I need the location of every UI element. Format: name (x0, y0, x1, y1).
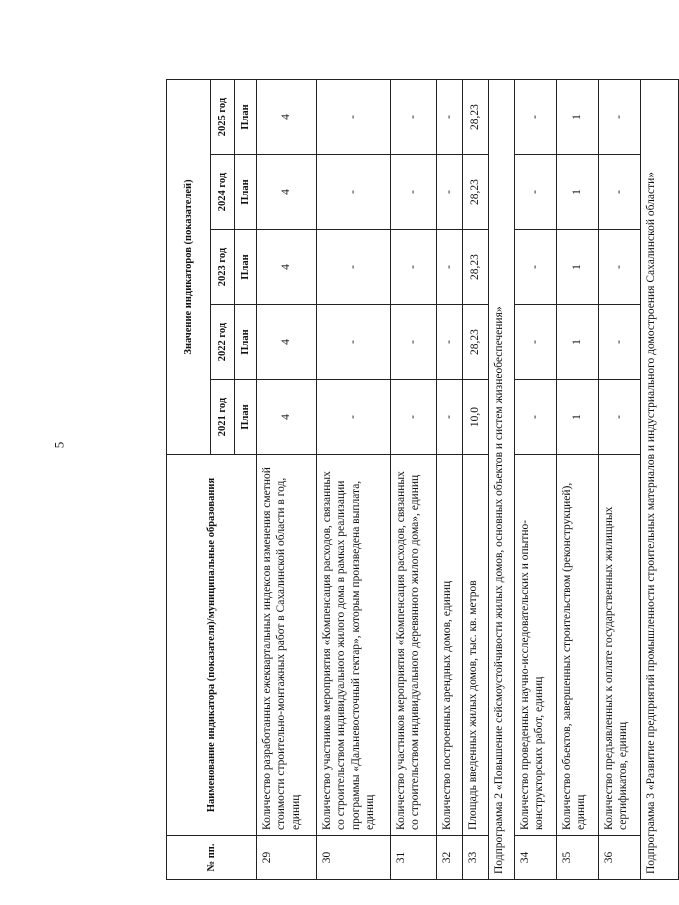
header-plan: План (235, 230, 257, 305)
row-value: - (515, 230, 557, 305)
row-value: 4 (257, 230, 317, 305)
table-row (437, 80, 463, 880)
row-number: 36 (599, 836, 641, 880)
row-value: 1 (557, 155, 599, 230)
row-name: Количество участников мероприятия «Компенсация расходов, связанных со строительством индивидуального жилого дома в рамках реализации программы «Дальневосточный гектар», которым произведена выплата, единиц (317, 455, 391, 836)
header-year: 2025 год (211, 80, 235, 155)
row-name: Количество разработанных ежеквартальных индексов изменения сметной стоимости строительно-монтажных работ в Сахалинской области в год, единиц (257, 455, 317, 836)
row-value: - (599, 80, 641, 155)
row-value: - (437, 230, 463, 305)
row-number: 30 (317, 836, 391, 880)
row-number: 33 (463, 836, 489, 880)
row-value: - (391, 230, 437, 305)
row-name: Площадь введенных жилых домов, тыс. кв. метров (463, 455, 489, 836)
row-number: 35 (557, 836, 599, 880)
row-value: - (437, 305, 463, 380)
row-value: 4 (257, 305, 317, 380)
row-number: 32 (437, 836, 463, 880)
row-value: - (599, 380, 641, 455)
row-value: 4 (257, 80, 317, 155)
table-row (463, 80, 489, 880)
row-value: - (437, 80, 463, 155)
row-value: - (437, 380, 463, 455)
header-plan: План (235, 155, 257, 230)
header-plan: План (235, 380, 257, 455)
row-name: Количество построенных арендных домов, единиц (437, 455, 463, 836)
table-row (317, 80, 391, 880)
row-value: 1 (557, 380, 599, 455)
table-row (599, 80, 641, 880)
row-value: - (515, 305, 557, 380)
row-value: - (317, 230, 391, 305)
row-value: - (515, 155, 557, 230)
row-value: 4 (257, 155, 317, 230)
row-value: 4 (257, 380, 317, 455)
row-value: - (599, 155, 641, 230)
header-plan: План (235, 305, 257, 380)
row-value: 28,23 (463, 80, 489, 155)
indicator-table (166, 79, 679, 880)
row-value: - (515, 80, 557, 155)
row-value: 1 (557, 80, 599, 155)
row-value: 10,0 (463, 380, 489, 455)
subprogram-row (641, 80, 679, 880)
row-value: - (317, 80, 391, 155)
header-year: 2024 год (211, 155, 235, 230)
header-year: 2022 год (211, 305, 235, 380)
row-value: - (391, 155, 437, 230)
row-value: 28,23 (463, 230, 489, 305)
row-number: 34 (515, 836, 557, 880)
row-value: - (317, 155, 391, 230)
row-value: 28,23 (463, 305, 489, 380)
row-number: 29 (257, 836, 317, 880)
row-name: Количество предъявленных к оплате государственных жилищных сертификатов, единиц (599, 455, 641, 836)
row-value: - (317, 380, 391, 455)
subprogram-title: Подпрограмма 3 «Развитие предприятий промышленности строительных материалов и индустриального домостроения Сахалинской области» (641, 80, 679, 880)
row-value: - (391, 80, 437, 155)
subprogram-title: Подпрограмма 2 «Повышение сейсмоустойчивости жилых домов, основных объектов и систем жизнеобеспечения» (489, 80, 515, 880)
row-number: 31 (391, 836, 437, 880)
rotated-table-wrapper (166, 80, 657, 880)
row-name: Количество проведенных научно-исследовательских и опытно-конструкторских работ, единиц (515, 455, 557, 836)
row-value: 1 (557, 230, 599, 305)
header-indicator-name: Наименование индикатора (показателя)/муниципальные образования (167, 455, 257, 836)
row-value: - (437, 155, 463, 230)
subprogram-row (489, 80, 515, 880)
row-value: - (317, 305, 391, 380)
table-row (557, 80, 599, 880)
header-year: 2021 год (211, 380, 235, 455)
row-name: Количество участников мероприятия «Компенсация расходов, связанных со строительством индивидуального деревянного жилого дома», единиц (391, 455, 437, 836)
row-name: Количество объектов, завершенных строительством (реконструкцией), единиц (557, 455, 599, 836)
header-plan: План (235, 80, 257, 155)
row-value: 28,23 (463, 155, 489, 230)
row-value: 1 (557, 305, 599, 380)
table-row (515, 80, 557, 880)
table-row (391, 80, 437, 880)
header-year: 2023 год (211, 230, 235, 305)
row-value: - (599, 305, 641, 380)
row-value: - (391, 380, 437, 455)
row-value: - (391, 305, 437, 380)
page-number: 5 (51, 441, 67, 449)
header-number: № пп. (167, 836, 257, 880)
row-value: - (515, 380, 557, 455)
table-row (257, 80, 317, 880)
row-value: - (599, 230, 641, 305)
header-values: Значение индикаторов (показателей) (167, 80, 211, 455)
